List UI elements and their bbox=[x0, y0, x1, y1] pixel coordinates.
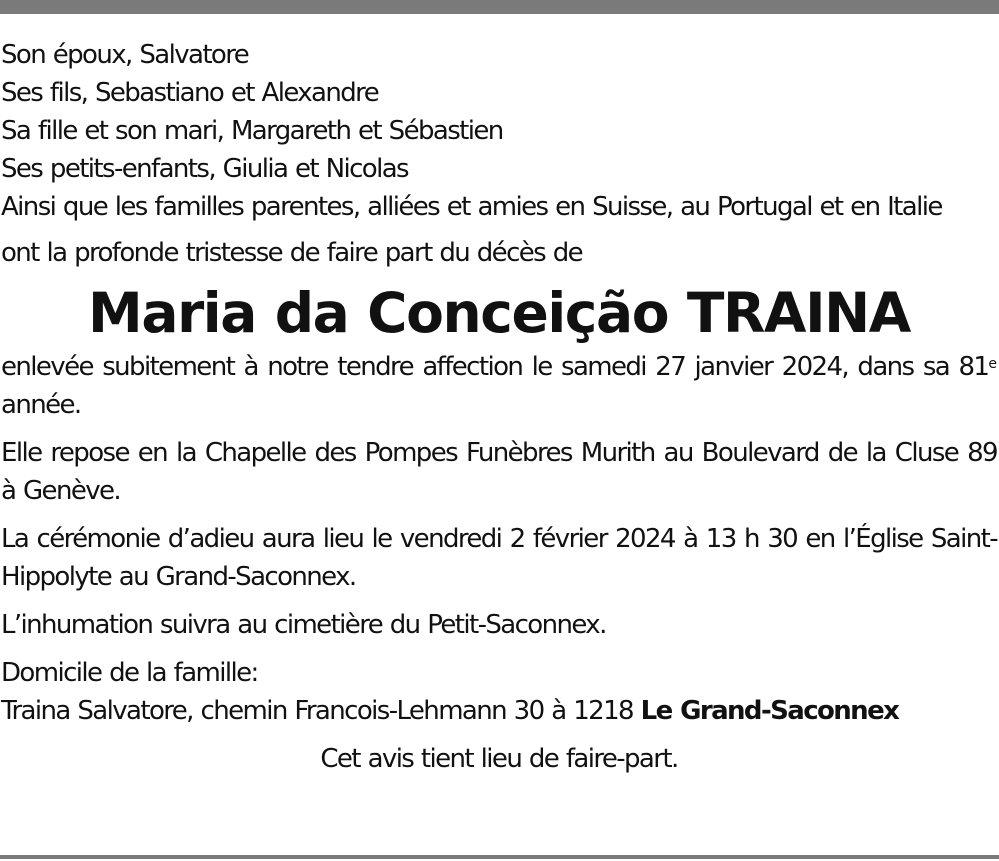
family-address-street: Traina Salvatore, chemin Francois-Lehmann 30 à 1218 bbox=[1, 696, 641, 726]
family-address-block bbox=[1, 654, 997, 730]
rest-location: Elle repose en la Chapelle des Pompes Funèbres Murith au Boulevard de la Cluse 89 à Genève. bbox=[1, 438, 997, 506]
death-notice bbox=[1, 348, 997, 424]
family-address-label: Domicile de la famille: bbox=[1, 658, 258, 688]
burial-details: L’inhumation suivra au cimetière du Petit-Saconnex. bbox=[1, 610, 606, 640]
bereaved-family-list bbox=[1, 36, 997, 226]
top-rule bbox=[0, 0, 999, 14]
announcement-intro: ont la profonde tristesse de faire part du décès de bbox=[1, 238, 583, 268]
family-line-sons: Ses fils, Sebastiano et Alexandre bbox=[1, 78, 379, 108]
deceased-name: Maria da Conceição TRAINA bbox=[88, 281, 910, 345]
family-address-locality: Le Grand-Saconnex bbox=[640, 696, 899, 726]
family-line-daughter: Sa fille et son mari, Margareth et Sébastien bbox=[1, 116, 503, 146]
family-line-spouse: Son époux, Salvatore bbox=[1, 40, 249, 70]
family-address bbox=[1, 692, 997, 730]
bottom-rule bbox=[0, 855, 999, 859]
ordinal-suffix: e bbox=[988, 356, 997, 372]
death-notice-end: année. bbox=[1, 390, 81, 420]
ceremony-details: La cérémonie d’adieu aura lieu le vendredi 2 février 2024 à 13 h 30 en l’Église Saint-Hippolyte au Grand-Saconnex. bbox=[1, 524, 997, 592]
obituary-notice bbox=[1, 36, 997, 778]
family-line-relatives: Ainsi que les familles parentes, alliées et amies en Suisse, au Portugal et en Italie bbox=[1, 192, 942, 222]
death-notice-text: enlevée subitement à notre tendre affection le samedi 27 janvier 2024, dans sa 81 bbox=[1, 352, 989, 382]
family-line-grandchildren: Ses petits-enfants, Giulia et Nicolas bbox=[1, 154, 408, 184]
closing-note: Cet avis tient lieu de faire-part. bbox=[320, 744, 678, 774]
